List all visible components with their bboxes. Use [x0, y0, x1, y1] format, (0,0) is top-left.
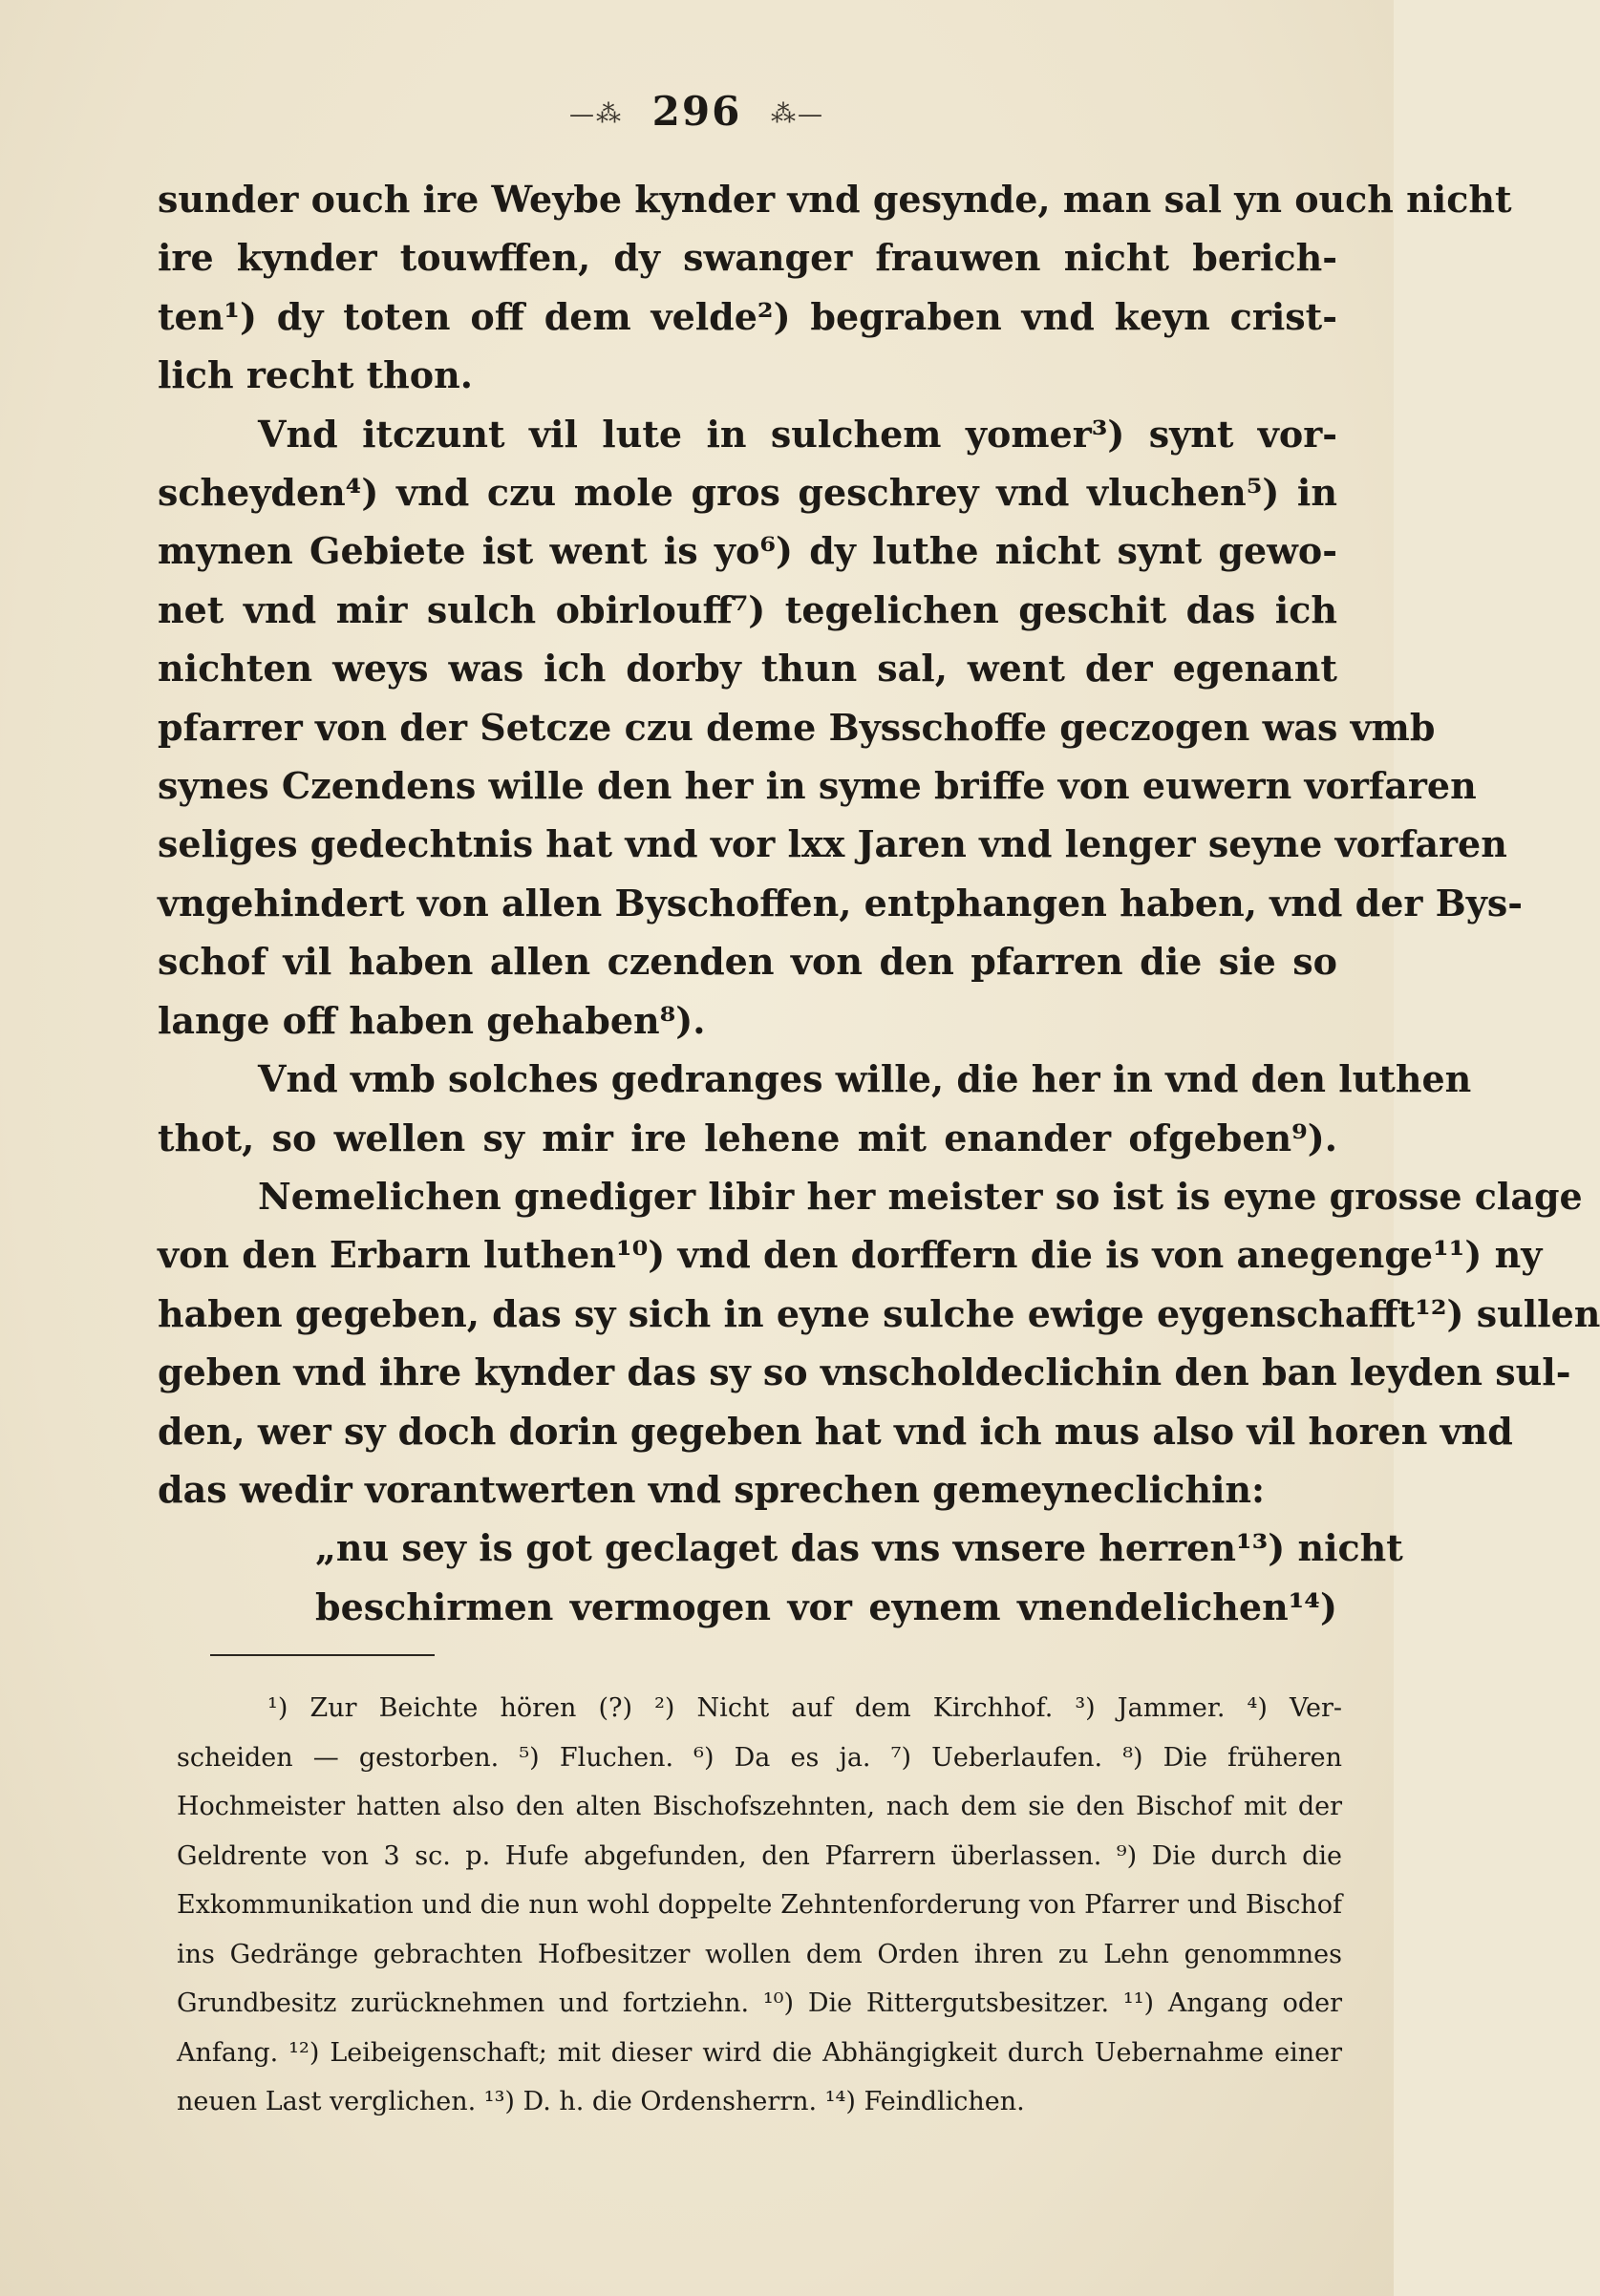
- text-line: net vnd mir sulch obirlouff⁷) tegelichen geschit das ich: [158, 587, 1337, 631]
- footnote-separator: [210, 1654, 435, 1656]
- footnote-line: ins Gedränge gebrachten Hofbesitzer wollen dem Orden ihren zu Lehn genommnes: [177, 1939, 1342, 1969]
- text-line: nichten weys was ich dorby thun sal, went der egenant: [158, 647, 1337, 691]
- text-line: synes Czendens wille den her in syme briffe von euwern vorfaren: [158, 764, 1477, 808]
- text-line: Vnd itczunt vil lute in sulchem yomer³) synt vor-: [258, 412, 1337, 456]
- text-line: sunder ouch ire Weybe kynder vnd gesynde, man sal yn ouch nicht: [158, 178, 1512, 221]
- text-line: den, wer sy doch dorin gegeben hat vnd ich mus also vil horen vnd: [158, 1409, 1513, 1453]
- text-line: thot, so wellen sy mir ire lehene mit enander ofgeben⁹).: [158, 1116, 1337, 1159]
- text-line: das wedir vorantwerten vnd sprechen gemeyneclichin:: [158, 1467, 1266, 1511]
- quote-line: „nu sey is got geclaget das vns vnsere herren¹³) nicht: [315, 1526, 1403, 1570]
- header-ornament-right: ⁂—: [770, 100, 824, 129]
- footnote-line: Grundbesitz zurücknehmen und fortziehn. ¹⁰) Die Rittergutsbesitzer. ¹¹) Angang oder: [177, 1988, 1342, 2018]
- text-line: mynen Gebiete ist went is yo⁶) dy luthe nicht synt gewo-: [158, 529, 1337, 573]
- footnote-line: scheiden — gestorben. ⁵) Fluchen. ⁶) Da es ja. ⁷) Ueberlaufen. ⁸) Die früheren: [177, 1742, 1342, 1773]
- text-line: scheyden⁴) vnd czu mole gros geschrey vnd vluchen⁵) in: [158, 471, 1337, 515]
- text-line: ire kynder touwffen, dy swanger frauwen nicht berich-: [158, 236, 1337, 280]
- text-line: seliges gedechtnis hat vnd vor lxx Jaren vnd lenger seyne vorfaren: [158, 822, 1507, 866]
- text-line: Nemelichen gnediger libir her meister so ist is eyne grosse clage: [258, 1174, 1583, 1218]
- footnote-line: Exkommunikation und die nun wohl doppelte Zehntenforderung von Pfarrer und Bischof: [177, 1890, 1342, 1920]
- text-line: Vnd vmb solches gedranges wille, die her in vnd den luthen: [258, 1057, 1472, 1101]
- text-line: schof vil haben allen czenden von den pfarren die sie so: [158, 940, 1337, 984]
- quote-line: beschirmen vermogen vor eynem vnendelichen¹⁴): [315, 1584, 1337, 1628]
- footnote-line: Anfang. ¹²) Leibeigenschaft; mit dieser wird die Abhängigkeit durch Uebernahme einer: [177, 2037, 1342, 2068]
- footnote-line: Geldrente von 3 sc. p. Hufe abgefunden, den Pfarrern überlassen. ⁹) Die durch die: [177, 1840, 1342, 1871]
- text-line: lich recht thon.: [158, 353, 473, 397]
- text-line: pfarrer von der Setcze czu deme Bysschoffe geczogen was vmb: [158, 705, 1436, 749]
- page-number: 296: [651, 88, 742, 135]
- text-line: ten¹) dy toten off dem velde²) begraben vnd keyn crist-: [158, 294, 1337, 338]
- text-line: haben gegeben, das sy sich in eyne sulche ewige eygenschafft¹²) sullen: [158, 1291, 1600, 1335]
- main-text: [158, 170, 1600, 1636]
- text-line: lange off haben gehaben⁸).: [158, 998, 706, 1042]
- page-header: [0, 88, 1394, 135]
- footnote-line: Hochmeister hatten also den alten Bischofszehnten, nach dem sie den Bischof mit der: [177, 1792, 1342, 1821]
- text-line: vngehindert von allen Byschoffen, entphangen haben, vnd der Bys-: [158, 881, 1524, 925]
- footnote-line: ¹) Zur Beichte hören (?) ²) Nicht auf dem Kirchhof. ³) Jammer. ⁴) Ver-: [267, 1693, 1342, 1723]
- header-ornament-left: —⁂: [569, 100, 624, 129]
- text-line: von den Erbarn luthen¹⁰) vnd den dorffern die is von anegenge¹¹) ny: [158, 1233, 1543, 1277]
- footnote-line: neuen Last verglichen. ¹³) D. h. die Ordensherrn. ¹⁴) Feindlichen.: [177, 2087, 1025, 2116]
- text-line: geben vnd ihre kynder das sy so vnscholdeclichin den ban leyden sul-: [158, 1350, 1571, 1394]
- footnotes: [177, 1684, 1342, 2127]
